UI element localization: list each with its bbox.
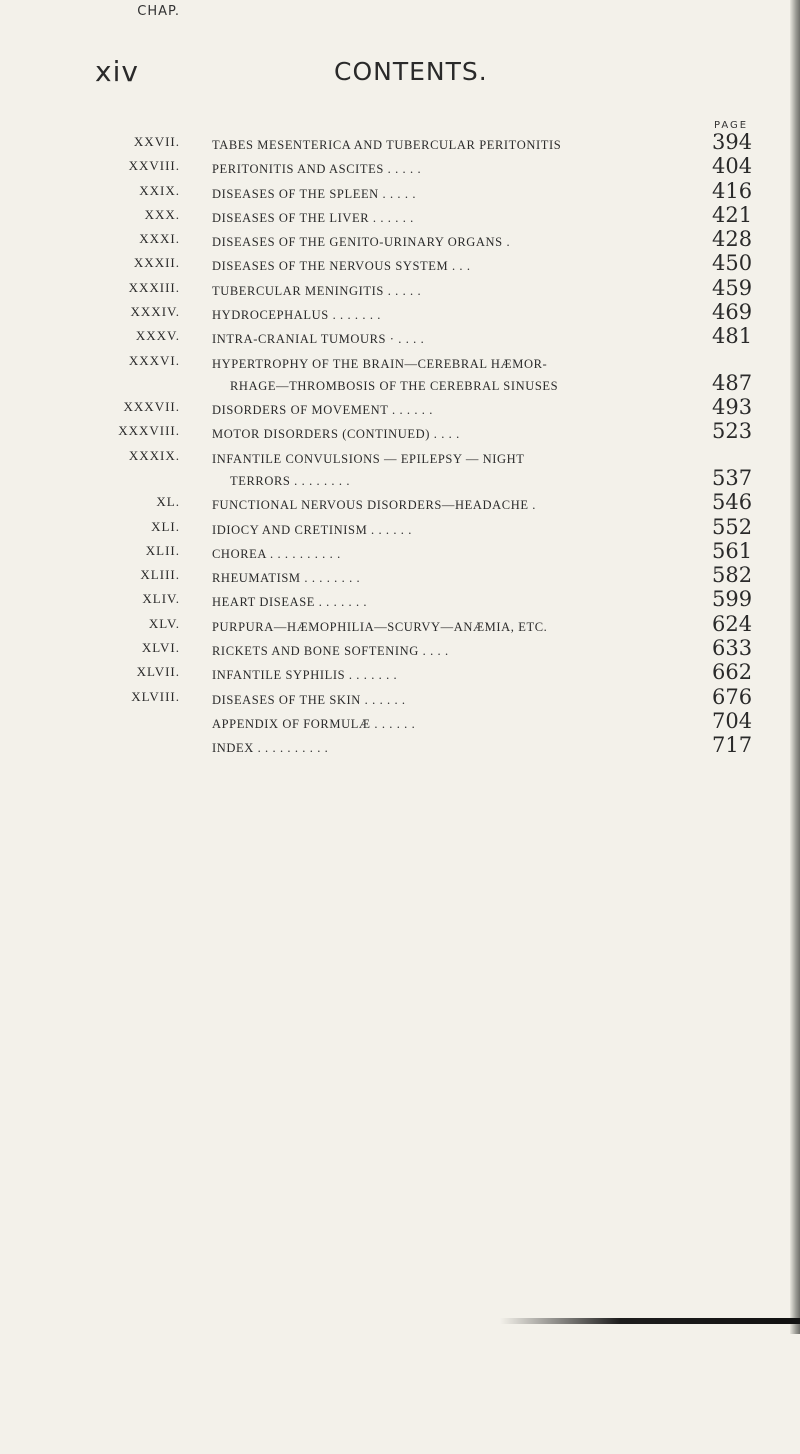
chapter-number: XXXII. [133, 255, 180, 271]
chapter-title [212, 231, 692, 254]
chapter-title [212, 543, 692, 566]
chapter-number: XLIII. [140, 567, 180, 583]
chapter-number: XXXVII. [123, 399, 180, 415]
page-number: 676 [712, 684, 753, 709]
chapter-number: XXXIV. [130, 304, 180, 320]
toc-entry [0, 490, 800, 514]
contents-list [0, 130, 800, 758]
chapter-number: XLV. [148, 615, 180, 631]
page-number: 493 [712, 395, 753, 420]
chapter-title-line: TABES MESENTERICA AND TUBERCULAR PERITONITIS [212, 138, 562, 152]
toc-entry [0, 612, 800, 636]
toc-entry [0, 395, 800, 419]
toc-entry [0, 154, 800, 178]
page-header [0, 55, 800, 95]
chapter-number: XLI. [151, 518, 180, 534]
chapter-title [212, 567, 692, 590]
toc-entry [0, 276, 800, 300]
page-number: 546 [712, 490, 753, 515]
page-folio: xiv [95, 55, 139, 88]
page-number: 633 [712, 636, 753, 661]
chapter-title-line: INFANTILE SYPHILIS . . . . . . . [212, 668, 398, 683]
chapter-title-line: HYPERTROPHY OF THE BRAIN—CEREBRAL HÆMOR- [212, 356, 548, 371]
chapter-title [212, 328, 692, 351]
chapter-number: XXXI. [139, 231, 180, 247]
chapter-title [212, 737, 692, 760]
chapter-number: XXXIX. [128, 447, 180, 463]
page-number: 481 [712, 324, 753, 349]
chapter-number: XXXVIII. [118, 423, 180, 439]
chapter-title-line: MOTOR DISORDERS (CONTINUED) . . . . [212, 427, 460, 442]
chapter-title [212, 304, 692, 327]
chapter-title-line: APPENDIX OF FORMULÆ . . . . . . [212, 716, 416, 731]
chapter-title [212, 640, 692, 663]
chapter-title-line: FUNCTIONAL NERVOUS DISORDERS—HEADACHE . [212, 498, 537, 513]
chapter-number: XXXV. [135, 328, 180, 344]
chapter-title-line: INFANTILE CONVULSIONS — EPILEPSY — NIGHT [212, 451, 525, 466]
chapter-number: XLII. [145, 542, 180, 558]
chapter-title [212, 591, 692, 614]
chapter-column-heading: CHAP. [137, 4, 180, 19]
page-number: 404 [712, 154, 753, 179]
page-number: 523 [712, 419, 753, 444]
page-number: 450 [712, 251, 753, 276]
chapter-number: XXXIII. [128, 279, 180, 295]
chapter-title [212, 448, 692, 493]
chapter-title-line: DISEASES OF THE LIVER . . . . . . [212, 210, 414, 225]
toc-entry [0, 685, 800, 709]
chapter-number: XXVII. [133, 134, 180, 149]
chapter-title [212, 280, 692, 303]
chapter-title [212, 158, 692, 181]
page-number: 428 [712, 227, 753, 252]
chapter-title-line: IDIOCY AND CRETINISM . . . . . . [212, 522, 412, 537]
page-number: 624 [712, 611, 753, 636]
page-number: 469 [712, 300, 753, 325]
toc-entry [0, 203, 800, 227]
toc-entry [0, 179, 800, 203]
chapter-title [212, 664, 692, 687]
chapter-title-line: PURPURA—HÆMOPHILIA—SCURVY—ANÆMIA, ETC. [212, 619, 548, 634]
chapter-title-line: DISEASES OF THE SPLEEN . . . . . [212, 186, 417, 201]
toc-entry [0, 587, 800, 611]
page-column-heading: PAGE [714, 120, 749, 131]
chapter-title-line: DISEASES OF THE NERVOUS SYSTEM . . . [212, 259, 471, 274]
chapter-title [212, 616, 692, 639]
chapter-title-line: DISEASES OF THE GENITO-URINARY ORGANS . [212, 235, 511, 250]
chapter-title [212, 494, 692, 517]
page-number: 552 [712, 514, 753, 539]
toc-entry [0, 251, 800, 275]
chapter-title [212, 134, 692, 157]
page-number: 561 [712, 538, 753, 563]
chapter-title [212, 183, 692, 206]
scan-shadow-line [500, 1318, 800, 1324]
toc-entry [0, 563, 800, 587]
chapter-number: XLVI. [141, 640, 180, 656]
running-title: CONTENTS. [334, 57, 488, 86]
toc-entry [0, 539, 800, 563]
page-number: 717 [712, 733, 753, 758]
toc-entry [0, 300, 800, 324]
chapter-title [212, 423, 692, 446]
page-number: 487 [712, 370, 753, 395]
chapter-title [212, 689, 692, 712]
page-number: 704 [712, 708, 753, 733]
toc-entry [0, 709, 800, 733]
chapter-number: XXIX. [139, 182, 180, 198]
chapter-title-line: HYDROCEPHALUS . . . . . . . [212, 308, 381, 323]
chapter-title-line-continued: RHAGE—THROMBOSIS OF THE CEREBRAL SINUSES [230, 379, 559, 394]
page-number: 599 [712, 587, 753, 612]
toc-entry [0, 227, 800, 251]
page-number: 662 [712, 660, 753, 685]
page-number: 421 [712, 202, 753, 227]
page-number: 459 [712, 275, 753, 300]
chapter-number: XXVIII. [128, 158, 180, 174]
chapter-number: XXXVI. [128, 352, 180, 368]
chapter-title-line: RHEUMATISM . . . . . . . . [212, 571, 361, 586]
chapter-title-line-continued: TERRORS . . . . . . . . [230, 474, 351, 489]
chapter-title [212, 207, 692, 230]
chapter-number: XXX. [144, 206, 180, 222]
chapter-title-line: PERITONITIS AND ASCITES . . . . . [212, 162, 422, 177]
chapter-title-line: HEART DISEASE . . . . . . . [212, 595, 368, 610]
chapter-number: XL. [156, 494, 180, 510]
chapter-title-line: INDEX . . . . . . . . . . [212, 741, 329, 756]
chapter-title-line: CHOREA . . . . . . . . . . [212, 546, 341, 561]
toc-entry [0, 636, 800, 660]
chapter-number: XLVIII. [131, 688, 180, 704]
chapter-title-line: DISEASES OF THE SKIN . . . . . . [212, 692, 406, 707]
chapter-title [212, 353, 692, 398]
chapter-title-line: TUBERCULAR MENINGITIS . . . . . [212, 283, 422, 298]
toc-entry [0, 419, 800, 443]
toc-entry [0, 130, 800, 154]
toc-entry [0, 444, 800, 491]
chapter-title-line: DISORDERS OF MOVEMENT . . . . . . [212, 403, 433, 418]
chapter-title [212, 713, 692, 736]
chapter-title-line: RICKETS AND BONE SOFTENING . . . . [212, 644, 449, 659]
chapter-number: XLIV. [142, 591, 180, 607]
page-number: 394 [712, 130, 753, 154]
chapter-title [212, 519, 692, 542]
toc-entry [0, 324, 800, 348]
page-number: 537 [712, 465, 753, 490]
chapter-number: XLVII. [136, 664, 180, 680]
page-number: 582 [712, 563, 753, 588]
chapter-title-line: INTRA-CRANIAL TUMOURS · . . . . [212, 332, 425, 347]
toc-entry [0, 349, 800, 396]
page-number: 416 [712, 178, 753, 203]
chapter-title [212, 255, 692, 278]
toc-entry [0, 733, 800, 757]
toc-entry [0, 515, 800, 539]
toc-entry [0, 660, 800, 684]
chapter-title [212, 399, 692, 422]
